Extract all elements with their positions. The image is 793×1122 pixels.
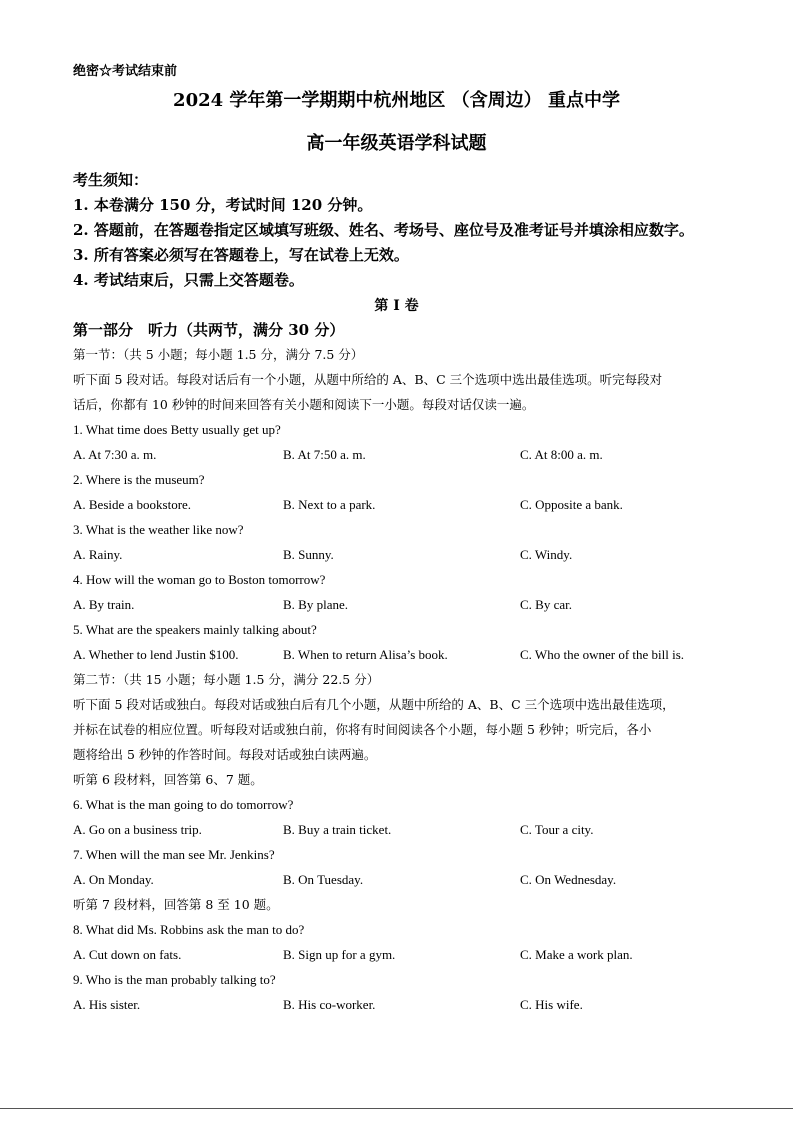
option-a: A. Cut down on fats. [73, 947, 182, 962]
question-stem: 1. What time does Betty usually get up? [73, 422, 281, 437]
material-note: 听第 7 段材料，回答第 8 至 10 题。 [73, 897, 279, 912]
option-c: C. Windy. [520, 547, 573, 562]
option-c: C. By car. [520, 597, 572, 612]
section1-instructions: 听下面 5 段对话。每段对话后有一个小题，从题中所给的 A、B、C 三个选项中选出最佳选项。听完每段对 [73, 372, 663, 387]
option-a: A. Go on a business trip. [73, 822, 202, 837]
option-b: B. On Tuesday. [283, 872, 364, 887]
question-stem: 7. When will the man see Mr. Jenkins? [73, 847, 275, 862]
option-a: A. By train. [73, 597, 135, 612]
question-stem: 8. What did Ms. Robbins ask the man to do? [73, 922, 305, 937]
option-b: B. Sunny. [283, 547, 334, 562]
notice-item: 1. 本卷满分 150 分，考试时间 120 分钟。 [73, 196, 373, 214]
option-b: B. At 7:50 a. m. [283, 447, 366, 462]
question-stem: 9. Who is the man probably talking to? [73, 972, 276, 987]
material-note: 听第 6 段材料，回答第 6、7 题。 [73, 772, 263, 787]
option-c: C. Tour a city. [520, 822, 594, 837]
question-stem: 5. What are the speakers mainly talking about? [73, 622, 317, 637]
option-c: C. His wife. [520, 997, 583, 1012]
page-bottom-divider [0, 1108, 793, 1109]
question-stem: 4. How will the woman go to Boston tomorrow? [73, 572, 326, 587]
option-a: A. Whether to lend Justin $100. [73, 647, 239, 662]
option-a: A. On Monday. [73, 872, 154, 887]
notice-item: 2. 答题前，在答题卷指定区域填写班级、姓名、考场号、座位号及准考证号并填涂相应数字。 [73, 221, 694, 239]
option-c: C. Who the owner of the bill is. [520, 647, 685, 662]
part1-heading: 第一部分 听力（共两节，满分 30 分） [73, 321, 345, 339]
option-a: A. Beside a bookstore. [73, 497, 192, 512]
confidential-label: 绝密☆考试结束前 [73, 64, 178, 79]
volume-heading: 第 I 卷 [374, 298, 419, 314]
question-stem: 3. What is the weather like now? [73, 522, 244, 537]
option-c: C. At 8:00 a. m. [520, 447, 603, 462]
section2-instructions: 听下面 5 段对话或独白。每段对话或独白后有几个小题，从题中所给的 A、B、C 三个选项中选出最佳选项， [73, 697, 675, 712]
option-b: B. Next to a park. [283, 497, 376, 512]
section1-instructions: 话后，你都有 10 秒钟的时间来回答有关小题和阅读下一小题。每段对话仅读一遍。 [73, 397, 535, 412]
option-c: C. Make a work plan. [520, 947, 633, 962]
section1-heading: 第一节：（共 5 小题；每小题 1.5 分，满分 7.5 分） [73, 347, 364, 362]
option-c: C. On Wednesday. [520, 872, 617, 887]
option-b: B. By plane. [283, 597, 348, 612]
option-c: C. Opposite a bank. [520, 497, 623, 512]
section2-heading: 第二节：（共 15 小题；每小题 1.5 分，满分 22.5 分） [73, 672, 380, 687]
option-a: A. His sister. [73, 997, 141, 1012]
exam-title-line2: 高一年级英语学科试题 [306, 133, 487, 154]
exam-title-line1: 2024 学年第一学期期中杭州地区 （含周边） 重点中学 [173, 90, 620, 111]
option-b: B. Buy a train ticket. [283, 822, 392, 837]
section2-instructions: 题将给出 5 秒钟的作答时间。每段对话或独白读两遍。 [73, 747, 377, 762]
option-a: A. Rainy. [73, 547, 123, 562]
question-stem: 6. What is the man going to do tomorrow? [73, 797, 294, 812]
option-b: B. Sign up for a gym. [283, 947, 396, 962]
option-b: B. When to return Alisa’s book. [283, 647, 448, 662]
notice-item: 3. 所有答案必须写在答题卷上，写在试卷上无效。 [73, 246, 409, 264]
section2-instructions: 并标在试卷的相应位置。听每段对话或独白前，你将有时间阅读各个小题，每小题 5 秒钟；听完后，各小 [73, 722, 652, 737]
option-b: B. His co-worker. [283, 997, 376, 1012]
question-stem: 2. Where is the museum? [73, 472, 205, 487]
notice-heading: 考生须知： [73, 171, 149, 189]
notice-item: 4. 考试结束后，只需上交答题卷。 [73, 271, 304, 289]
option-a: A. At 7:30 a. m. [73, 447, 157, 462]
